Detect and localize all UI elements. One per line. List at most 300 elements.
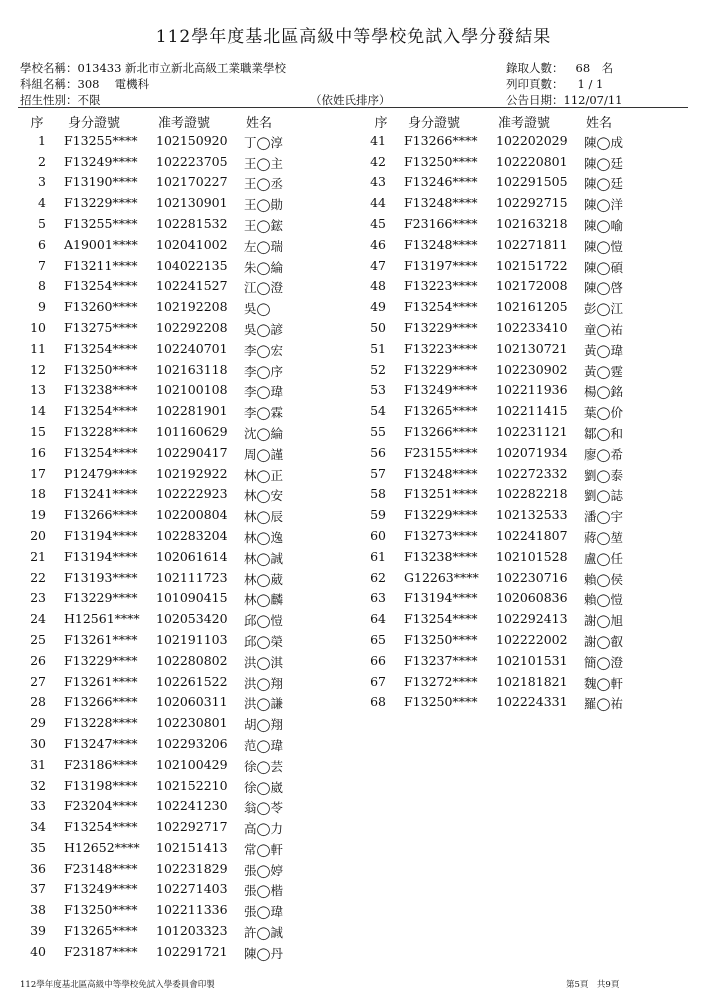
row-id-number: A19001****	[64, 236, 138, 252]
row-student-name: 廖◯希	[584, 446, 623, 462]
row-id-number: F13273****	[404, 527, 478, 543]
row-id-number: F13261****	[64, 631, 138, 647]
row-student-name: 楊◯銘	[584, 384, 623, 400]
row-student-name: 張◯婷	[244, 862, 283, 878]
header-id: 身分證號	[408, 116, 461, 131]
table-row	[0, 507, 350, 528]
row-seq: 6	[38, 236, 46, 252]
table-row	[352, 653, 702, 674]
table-row	[352, 341, 702, 362]
row-student-name: 陳◯碩	[584, 259, 623, 275]
row-id-number: F13261****	[64, 673, 138, 689]
row-exam-number: 102240701	[156, 340, 228, 356]
row-seq: 46	[370, 236, 386, 252]
table-row	[352, 174, 702, 195]
row-seq: 44	[370, 195, 386, 211]
table-row	[0, 694, 350, 715]
row-seq: 52	[370, 361, 386, 377]
row-id-number: F13229****	[64, 195, 138, 211]
row-exam-number: 102241527	[156, 278, 228, 294]
table-row	[352, 195, 702, 216]
row-student-name: 王◯丞	[244, 176, 283, 192]
table-row	[352, 611, 702, 632]
header-exam-no: 准考證號	[498, 116, 551, 131]
row-student-name: 陳◯廷	[584, 155, 623, 171]
row-seq: 62	[370, 569, 386, 585]
row-student-name: 胡◯翔	[244, 717, 283, 733]
table-row	[352, 403, 702, 424]
row-student-name: 徐◯崴	[244, 779, 283, 795]
table-row	[352, 362, 702, 383]
row-id-number: F13265****	[404, 403, 478, 419]
row-id-number: F13250****	[64, 361, 138, 377]
table-row	[0, 881, 350, 902]
row-exam-number: 102230716	[496, 569, 568, 585]
row-id-number: F13249****	[64, 881, 138, 897]
row-exam-number: 102292717	[156, 819, 228, 835]
row-seq: 19	[30, 507, 46, 523]
row-seq: 14	[30, 403, 46, 419]
row-exam-number: 102231829	[156, 860, 228, 876]
table-row	[0, 944, 350, 965]
row-seq: 37	[30, 881, 46, 897]
row-id-number: F13190****	[64, 174, 138, 190]
table-row	[0, 486, 350, 507]
row-seq: 58	[370, 486, 386, 502]
table-row	[0, 923, 350, 944]
row-exam-number: 102292208	[156, 319, 228, 335]
row-id-number: F13229****	[404, 507, 478, 523]
table-row	[0, 632, 350, 653]
row-id-number: F13254****	[404, 611, 478, 627]
table-row	[0, 757, 350, 778]
row-seq: 59	[370, 507, 386, 523]
row-seq: 45	[370, 215, 386, 231]
row-student-name: 林◯麟	[244, 592, 283, 608]
row-exam-number: 102231121	[496, 423, 568, 439]
row-id-number: H12652****	[64, 839, 140, 855]
row-id-number: F23187****	[64, 943, 138, 959]
row-id-number: F13254****	[64, 403, 138, 419]
row-id-number: F13266****	[64, 507, 138, 523]
row-exam-number: 102241807	[496, 527, 568, 543]
row-id-number: F13248****	[404, 236, 478, 252]
table-row	[352, 133, 702, 154]
row-id-number: F23148****	[64, 860, 138, 876]
row-student-name: 翁◯苓	[244, 800, 283, 816]
row-student-name: 左◯瑞	[244, 238, 283, 254]
row-exam-number: 102281532	[156, 215, 228, 231]
row-exam-number: 102132533	[496, 507, 568, 523]
row-id-number: F13228****	[64, 715, 138, 731]
row-seq: 26	[30, 652, 46, 668]
table-row	[352, 590, 702, 611]
row-exam-number: 102281901	[156, 403, 228, 419]
row-exam-number: 102290417	[156, 444, 228, 460]
row-exam-number: 102230801	[156, 715, 228, 731]
row-exam-number: 101090415	[156, 590, 228, 606]
row-student-name: 邱◯愷	[244, 613, 283, 629]
table-row	[352, 445, 702, 466]
row-id-number: F13228****	[64, 423, 138, 439]
row-student-name: 江◯澄	[244, 280, 283, 296]
announce-date-line	[506, 92, 622, 108]
row-seq: 18	[30, 486, 46, 502]
row-id-number: F13229****	[404, 319, 478, 335]
row-id-number: F23166****	[404, 215, 478, 231]
table-row	[0, 237, 350, 258]
row-student-name: 徐◯芸	[244, 758, 283, 774]
row-id-number: F13260****	[64, 299, 138, 315]
dept-name-value: 308 電機科	[77, 77, 150, 91]
row-student-name: 吳◯	[244, 301, 271, 317]
row-seq: 68	[370, 694, 386, 710]
table-row	[0, 715, 350, 736]
table-row	[0, 216, 350, 237]
row-student-name: 李◯宏	[244, 342, 283, 358]
row-exam-number: 102272332	[496, 465, 568, 481]
row-id-number: F23186****	[64, 756, 138, 772]
row-seq: 56	[370, 444, 386, 460]
row-seq: 1	[38, 132, 46, 148]
table-row	[0, 320, 350, 341]
row-id-number: F13249****	[64, 153, 138, 169]
table-row	[0, 798, 350, 819]
table-row	[352, 694, 702, 715]
table-row	[352, 382, 702, 403]
dept-name-label: 科組名稱：	[20, 77, 78, 91]
row-seq: 53	[370, 382, 386, 398]
row-seq: 23	[30, 590, 46, 606]
table-row	[0, 653, 350, 674]
row-id-number: F13250****	[404, 631, 478, 647]
row-exam-number: 102292413	[496, 611, 568, 627]
row-student-name: 劉◯泰	[584, 467, 623, 483]
row-student-name: 沈◯綸	[244, 425, 283, 441]
table-row	[0, 403, 350, 424]
admit-count-value: 68 名	[575, 61, 614, 75]
row-exam-number: 102181821	[496, 673, 568, 689]
row-student-name: 謝◯旭	[584, 613, 623, 629]
row-student-name: 黃◯瑋	[584, 342, 623, 358]
row-seq: 51	[370, 340, 386, 356]
school-name-label: 學校名稱：	[20, 61, 78, 75]
row-id-number: F13266****	[404, 132, 478, 148]
row-id-number: F13194****	[64, 527, 138, 543]
school-name-line	[20, 60, 286, 76]
table-row	[0, 195, 350, 216]
header-divider	[18, 107, 688, 108]
row-seq: 49	[370, 299, 386, 315]
row-id-number: F13250****	[404, 153, 478, 169]
row-student-name: 張◯楷	[244, 883, 283, 899]
row-seq: 24	[30, 611, 46, 627]
row-id-number: F13250****	[64, 902, 138, 918]
row-exam-number: 102041002	[156, 236, 228, 252]
row-id-number: F13250****	[404, 694, 478, 710]
row-exam-number: 102163118	[156, 361, 228, 377]
row-seq: 38	[30, 902, 46, 918]
row-student-name: 林◯辰	[244, 509, 283, 525]
row-student-name: 陳◯廷	[584, 176, 623, 192]
row-student-name: 吳◯諺	[244, 321, 283, 337]
row-exam-number: 102211936	[496, 382, 568, 398]
table-row	[0, 362, 350, 383]
row-seq: 54	[370, 403, 386, 419]
table-row	[0, 736, 350, 757]
row-seq: 35	[30, 839, 46, 855]
print-pages-line	[506, 76, 603, 92]
result-table-left	[0, 112, 350, 965]
row-exam-number: 102192208	[156, 299, 228, 315]
row-seq: 15	[30, 423, 46, 439]
row-seq: 41	[370, 132, 386, 148]
table-row	[0, 258, 350, 279]
table-row	[352, 278, 702, 299]
row-student-name: 鄒◯和	[584, 425, 623, 441]
row-id-number: F13266****	[404, 423, 478, 439]
row-exam-number: 102053420	[156, 611, 228, 627]
row-seq: 60	[370, 527, 386, 543]
row-exam-number: 102233410	[496, 319, 568, 335]
table-row	[352, 632, 702, 653]
row-exam-number: 102220801	[496, 153, 568, 169]
row-id-number: F13251****	[404, 486, 478, 502]
row-exam-number: 102111723	[156, 569, 228, 585]
row-seq: 20	[30, 527, 46, 543]
table-row	[352, 674, 702, 695]
row-seq: 3	[38, 174, 46, 190]
row-seq: 39	[30, 923, 46, 939]
table-row	[0, 840, 350, 861]
row-student-name: 盧◯任	[584, 550, 623, 566]
table-row	[0, 133, 350, 154]
table-row	[0, 902, 350, 923]
row-seq: 13	[30, 382, 46, 398]
row-seq: 64	[370, 611, 386, 627]
row-seq: 67	[370, 673, 386, 689]
footer-printer: 112學年度基北區高級中等學校免試入學委員會印製	[20, 980, 215, 990]
row-id-number: F13249****	[404, 382, 478, 398]
row-seq: 28	[30, 694, 46, 710]
row-student-name: 陳◯喻	[584, 217, 623, 233]
row-exam-number: 102293206	[156, 735, 228, 751]
announce-date-label: 公告日期：	[506, 93, 564, 107]
row-seq: 40	[30, 943, 46, 959]
row-exam-number: 102222002	[496, 631, 568, 647]
row-exam-number: 102101528	[496, 548, 568, 564]
row-student-name: 丁◯淳	[244, 134, 283, 150]
table-row	[352, 320, 702, 341]
row-student-name: 李◯霖	[244, 405, 283, 421]
row-student-name: 李◯序	[244, 363, 283, 379]
row-exam-number: 102071934	[496, 444, 568, 460]
row-student-name: 王◯鋐	[244, 217, 283, 233]
footer-page-number: 第5頁 共9頁	[566, 980, 620, 990]
row-id-number: F13197****	[404, 257, 478, 273]
row-id-number: F13275****	[64, 319, 138, 335]
print-pages-label: 列印頁數：	[506, 77, 564, 91]
table-row	[0, 861, 350, 882]
row-exam-number: 102170227	[156, 174, 228, 190]
row-student-name: 王◯主	[244, 155, 283, 171]
row-seq: 47	[370, 257, 386, 273]
table-row	[352, 154, 702, 175]
table-row	[0, 611, 350, 632]
row-exam-number: 102172008	[496, 278, 568, 294]
table-row	[0, 424, 350, 445]
row-seq: 27	[30, 673, 46, 689]
row-student-name: 林◯逸	[244, 529, 283, 545]
admit-count-line	[506, 60, 613, 76]
table-row	[0, 466, 350, 487]
row-exam-number: 102202029	[496, 132, 568, 148]
row-exam-number: 102163218	[496, 215, 568, 231]
row-seq: 10	[30, 319, 46, 335]
row-student-name: 范◯瑋	[244, 737, 283, 753]
row-student-name: 謝◯叡	[584, 633, 623, 649]
row-exam-number: 102100429	[156, 756, 228, 772]
row-id-number: F13223****	[404, 340, 478, 356]
row-exam-number: 102271403	[156, 881, 228, 897]
row-student-name: 黃◯霆	[584, 363, 623, 379]
row-exam-number: 102150920	[156, 132, 228, 148]
row-seq: 16	[30, 444, 46, 460]
row-id-number: F13223****	[404, 278, 478, 294]
row-id-number: F13255****	[64, 215, 138, 231]
row-id-number: F23204****	[64, 798, 138, 814]
row-exam-number: 102130721	[496, 340, 568, 356]
row-seq: 66	[370, 652, 386, 668]
table-row	[352, 549, 702, 570]
row-exam-number: 102261522	[156, 673, 228, 689]
table-row	[0, 528, 350, 549]
row-exam-number: 102230902	[496, 361, 568, 377]
row-id-number: F13254****	[404, 299, 478, 315]
table-row	[352, 507, 702, 528]
table-row	[0, 549, 350, 570]
row-seq: 61	[370, 548, 386, 564]
row-seq: 17	[30, 465, 46, 481]
row-exam-number: 102223705	[156, 153, 228, 169]
row-seq: 2	[38, 153, 46, 169]
table-row	[352, 486, 702, 507]
row-exam-number: 102130901	[156, 195, 228, 211]
row-id-number: F13246****	[404, 174, 478, 190]
dept-name-line	[20, 76, 149, 92]
result-table-right	[352, 112, 702, 715]
row-student-name: 羅◯祐	[584, 696, 623, 712]
row-seq: 32	[30, 777, 46, 793]
row-exam-number: 102291721	[156, 943, 228, 959]
row-seq: 43	[370, 174, 386, 190]
table-row	[0, 382, 350, 403]
header-id: 身分證號	[68, 116, 121, 131]
row-id-number: F13255****	[64, 132, 138, 148]
row-student-name: 潘◯宇	[584, 509, 623, 525]
row-seq: 65	[370, 631, 386, 647]
row-student-name: 童◯祐	[584, 321, 623, 337]
row-exam-number: 102100108	[156, 382, 228, 398]
row-exam-number: 102211336	[156, 902, 228, 918]
row-seq: 8	[38, 278, 46, 294]
row-exam-number: 101203323	[156, 923, 228, 939]
row-id-number: F13254****	[64, 819, 138, 835]
table-row	[0, 299, 350, 320]
row-seq: 30	[30, 735, 46, 751]
table-row	[352, 299, 702, 320]
row-student-name: 賴◯愷	[584, 592, 623, 608]
row-exam-number: 101160629	[156, 423, 228, 439]
row-seq: 9	[38, 299, 46, 315]
table-row	[352, 258, 702, 279]
row-exam-number: 104022135	[156, 257, 228, 273]
row-seq: 63	[370, 590, 386, 606]
row-student-name: 陳◯愷	[584, 238, 623, 254]
row-student-name: 邱◯榮	[244, 633, 283, 649]
table-row	[352, 466, 702, 487]
row-id-number: F13248****	[404, 195, 478, 211]
row-seq: 50	[370, 319, 386, 335]
row-id-number: H12561****	[64, 611, 140, 627]
row-student-name: 陳◯洋	[584, 197, 623, 213]
row-student-name: 簡◯澄	[584, 654, 623, 670]
row-id-number: F13194****	[404, 590, 478, 606]
row-id-number: F13254****	[64, 340, 138, 356]
row-student-name: 魏◯軒	[584, 675, 623, 691]
announce-date-value: 112/07/11	[563, 93, 623, 107]
row-student-name: 蔣◯堃	[584, 529, 623, 545]
row-student-name: 洪◯淇	[244, 654, 283, 670]
header-name: 姓名	[246, 116, 273, 131]
row-seq: 33	[30, 798, 46, 814]
row-exam-number: 102224331	[496, 694, 568, 710]
row-id-number: F13266****	[64, 694, 138, 710]
row-id-number: P12479****	[64, 465, 138, 481]
row-student-name: 劉◯誌	[584, 488, 623, 504]
row-seq: 7	[38, 257, 46, 273]
row-exam-number: 102151413	[156, 839, 228, 855]
row-student-name: 高◯力	[244, 821, 283, 837]
header-name: 姓名	[586, 116, 613, 131]
row-student-name: 林◯葳	[244, 571, 283, 587]
row-seq: 5	[38, 215, 46, 231]
row-exam-number: 102191103	[156, 631, 228, 647]
row-seq: 12	[30, 361, 46, 377]
row-id-number: F13237****	[404, 652, 478, 668]
table-row	[352, 216, 702, 237]
row-student-name: 李◯瑋	[244, 384, 283, 400]
row-student-name: 常◯軒	[244, 841, 283, 857]
row-exam-number: 102222923	[156, 486, 228, 502]
row-id-number: F23155****	[404, 444, 478, 460]
table-row	[352, 237, 702, 258]
table-row	[0, 570, 350, 591]
row-student-name: 林◯正	[244, 467, 283, 483]
row-seq: 29	[30, 715, 46, 731]
row-id-number: F13254****	[64, 278, 138, 294]
table-row	[0, 154, 350, 175]
row-id-number: F13241****	[64, 486, 138, 502]
table-header	[0, 112, 350, 133]
row-id-number: F13194****	[64, 548, 138, 564]
row-student-name: 周◯謹	[244, 446, 283, 462]
row-exam-number: 102200804	[156, 507, 228, 523]
row-seq: 57	[370, 465, 386, 481]
row-student-name: 彭◯江	[584, 301, 623, 317]
row-id-number: F13238****	[404, 548, 478, 564]
row-id-number: F13211****	[64, 257, 138, 273]
